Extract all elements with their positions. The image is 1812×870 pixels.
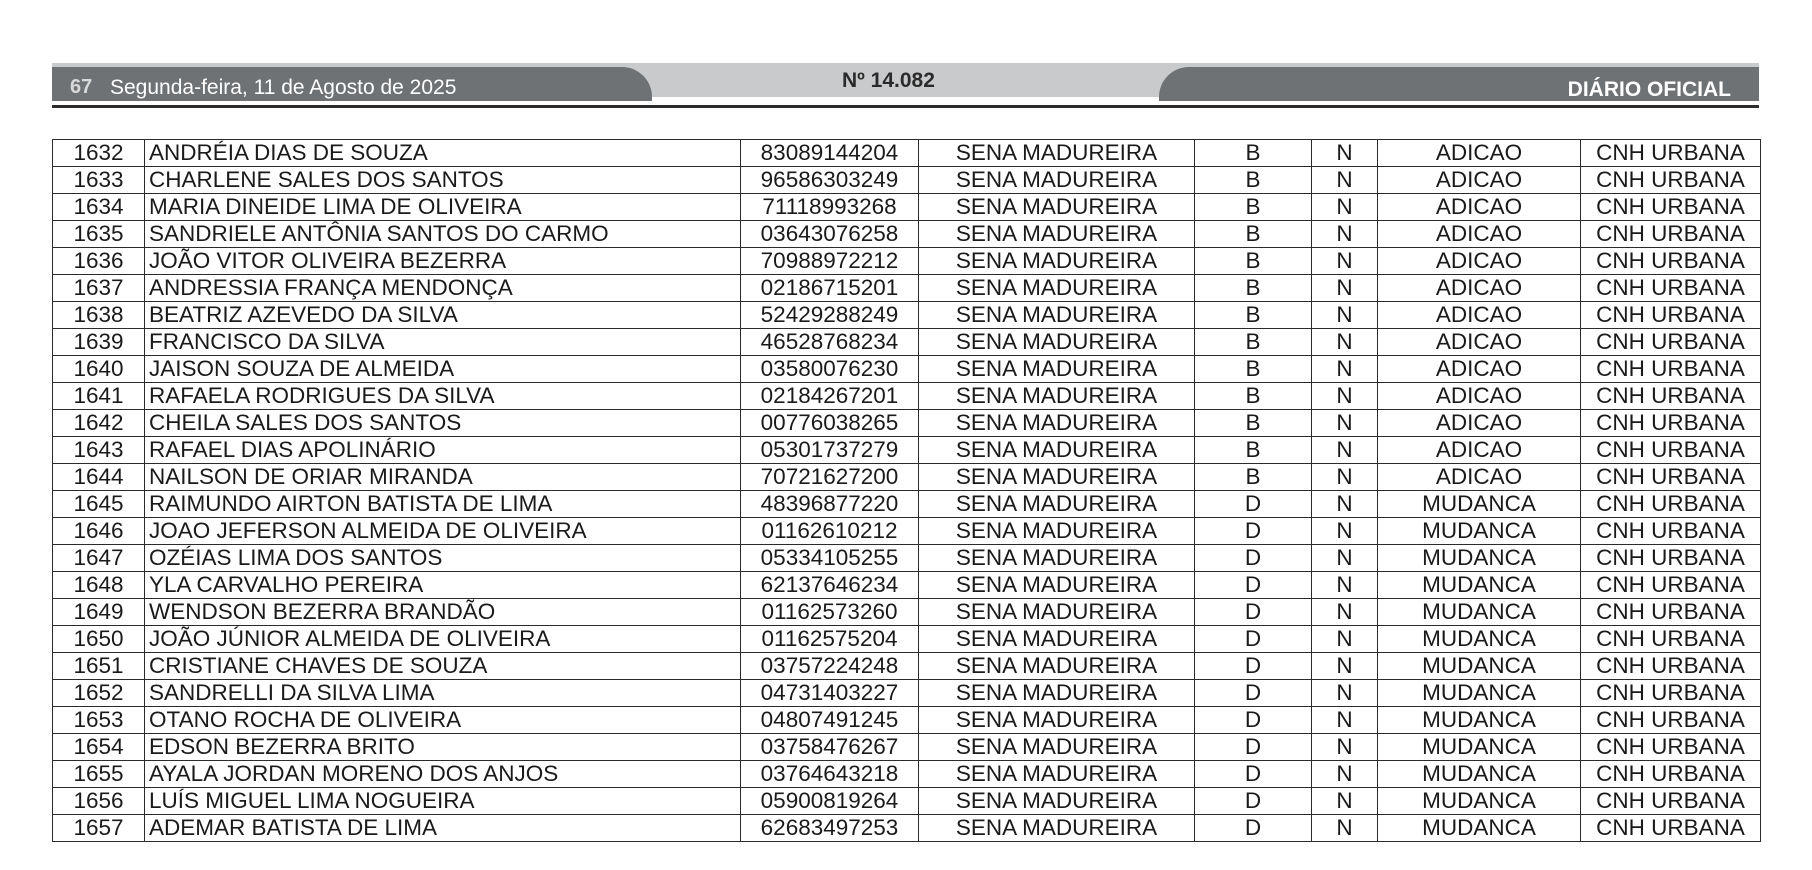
cpf-number-cell: 03580076230 [741,356,919,383]
license-category-cell: D [1195,599,1312,626]
cpf-number-cell: 71118993268 [741,194,919,221]
table-row [53,167,1761,194]
cpf-number-cell: 05334105255 [741,545,919,572]
city-cell: SENA MADUREIRA [919,140,1195,167]
person-name-cell: BEATRIZ AZEVEDO DA SILVA [145,302,741,329]
flag-cell: N [1312,248,1378,275]
service-type-cell: MUDANCA [1378,707,1581,734]
flag-cell: N [1312,356,1378,383]
cpf-number-cell: 48396877220 [741,491,919,518]
license-category-cell: D [1195,707,1312,734]
person-name-cell: OTANO ROCHA DE OLIVEIRA [145,707,741,734]
license-type-cell: CNH URBANA [1581,221,1761,248]
table-row [53,194,1761,221]
service-type-cell: ADICAO [1378,383,1581,410]
person-name-cell: CHARLENE SALES DOS SANTOS [145,167,741,194]
service-type-cell: MUDANCA [1378,761,1581,788]
cpf-number-cell: 05900819264 [741,788,919,815]
cpf-number-cell: 04731403227 [741,680,919,707]
row-number-cell: 1644 [53,464,145,491]
license-type-cell: CNH URBANA [1581,410,1761,437]
license-type-cell: CNH URBANA [1581,464,1761,491]
license-category-cell: D [1195,815,1312,842]
city-cell: SENA MADUREIRA [919,545,1195,572]
table-row [53,761,1761,788]
license-type-cell: CNH URBANA [1581,140,1761,167]
flag-cell: N [1312,761,1378,788]
license-type-cell: CNH URBANA [1581,275,1761,302]
license-category-cell: B [1195,410,1312,437]
license-category-cell: B [1195,194,1312,221]
table-row [53,410,1761,437]
flag-cell: N [1312,707,1378,734]
license-type-cell: CNH URBANA [1581,302,1761,329]
license-type-cell: CNH URBANA [1581,248,1761,275]
city-cell: SENA MADUREIRA [919,599,1195,626]
flag-cell: N [1312,788,1378,815]
city-cell: SENA MADUREIRA [919,626,1195,653]
flag-cell: N [1312,518,1378,545]
city-cell: SENA MADUREIRA [919,221,1195,248]
flag-cell: N [1312,545,1378,572]
city-cell: SENA MADUREIRA [919,815,1195,842]
service-type-cell: MUDANCA [1378,653,1581,680]
table-row [53,329,1761,356]
service-type-cell: MUDANCA [1378,788,1581,815]
cpf-number-cell: 62137646234 [741,572,919,599]
row-number-cell: 1639 [53,329,145,356]
cpf-number-cell: 03764643218 [741,761,919,788]
table-row [53,437,1761,464]
license-type-cell: CNH URBANA [1581,707,1761,734]
city-cell: SENA MADUREIRA [919,491,1195,518]
row-number-cell: 1652 [53,680,145,707]
license-type-cell: CNH URBANA [1581,491,1761,518]
person-name-cell: RAFAEL DIAS APOLINÁRIO [145,437,741,464]
cpf-number-cell: 03757224248 [741,653,919,680]
row-number-cell: 1638 [53,302,145,329]
edition-number: Nº 14.082 [842,69,935,92]
cpf-number-cell: 00776038265 [741,410,919,437]
service-type-cell: MUDANCA [1378,626,1581,653]
flag-cell: N [1312,599,1378,626]
person-name-cell: RAIMUNDO AIRTON BATISTA DE LIMA [145,491,741,518]
row-number-cell: 1646 [53,518,145,545]
flag-cell: N [1312,572,1378,599]
person-name-cell: WENDSON BEZERRA BRANDÃO [145,599,741,626]
person-name-cell: YLA CARVALHO PEREIRA [145,572,741,599]
service-type-cell: MUDANCA [1378,734,1581,761]
city-cell: SENA MADUREIRA [919,248,1195,275]
license-category-cell: B [1195,464,1312,491]
person-name-cell: ANDRÉIA DIAS DE SOUZA [145,140,741,167]
license-type-cell: CNH URBANA [1581,815,1761,842]
cpf-number-cell: 52429288249 [741,302,919,329]
license-category-cell: D [1195,734,1312,761]
person-name-cell: MARIA DINEIDE LIMA DE OLIVEIRA [145,194,741,221]
flag-cell: N [1312,221,1378,248]
city-cell: SENA MADUREIRA [919,572,1195,599]
license-category-cell: D [1195,680,1312,707]
table-row [53,653,1761,680]
license-category-cell: B [1195,383,1312,410]
service-type-cell: MUDANCA [1378,518,1581,545]
publication-date: Segunda-feira, 11 de Agosto de 2025 [110,76,457,99]
license-category-cell: B [1195,302,1312,329]
license-category-cell: B [1195,140,1312,167]
row-number-cell: 1648 [53,572,145,599]
table-row [53,599,1761,626]
license-category-cell: D [1195,518,1312,545]
license-type-cell: CNH URBANA [1581,680,1761,707]
table-row [53,707,1761,734]
cpf-number-cell: 96586303249 [741,167,919,194]
flag-cell: N [1312,653,1378,680]
license-type-cell: CNH URBANA [1581,761,1761,788]
row-number-cell: 1650 [53,626,145,653]
table-row [53,383,1761,410]
person-name-cell: CHEILA SALES DOS SANTOS [145,410,741,437]
person-name-cell: EDSON BEZERRA BRITO [145,734,741,761]
person-name-cell: SANDRIELE ANTÔNIA SANTOS DO CARMO [145,221,741,248]
service-type-cell: MUDANCA [1378,680,1581,707]
table-row [53,221,1761,248]
license-category-cell: B [1195,329,1312,356]
service-type-cell: ADICAO [1378,302,1581,329]
license-type-cell: CNH URBANA [1581,599,1761,626]
person-name-cell: OZÉIAS LIMA DOS SANTOS [145,545,741,572]
city-cell: SENA MADUREIRA [919,734,1195,761]
service-type-cell: ADICAO [1378,275,1581,302]
license-type-cell: CNH URBANA [1581,572,1761,599]
license-category-cell: B [1195,221,1312,248]
flag-cell: N [1312,194,1378,221]
city-cell: SENA MADUREIRA [919,383,1195,410]
person-name-cell: FRANCISCO DA SILVA [145,329,741,356]
service-type-cell: ADICAO [1378,464,1581,491]
service-type-cell: ADICAO [1378,356,1581,383]
table-row [53,302,1761,329]
table-row [53,788,1761,815]
service-type-cell: MUDANCA [1378,599,1581,626]
person-name-cell: JOÃO JÚNIOR ALMEIDA DE OLIVEIRA [145,626,741,653]
roster-body [53,140,1761,842]
license-category-cell: D [1195,491,1312,518]
row-number-cell: 1649 [53,599,145,626]
service-type-cell: MUDANCA [1378,545,1581,572]
person-name-cell: RAFAELA RODRIGUES DA SILVA [145,383,741,410]
city-cell: SENA MADUREIRA [919,194,1195,221]
flag-cell: N [1312,410,1378,437]
cpf-number-cell: 70988972212 [741,248,919,275]
license-type-cell: CNH URBANA [1581,329,1761,356]
city-cell: SENA MADUREIRA [919,707,1195,734]
service-type-cell: ADICAO [1378,248,1581,275]
city-cell: SENA MADUREIRA [919,680,1195,707]
page-header [52,63,1759,101]
row-number-cell: 1655 [53,761,145,788]
cpf-number-cell: 83089144204 [741,140,919,167]
row-number-cell: 1654 [53,734,145,761]
table-row [53,248,1761,275]
header-left-band [52,67,652,101]
cpf-number-cell: 01162573260 [741,599,919,626]
row-number-cell: 1632 [53,140,145,167]
license-type-cell: CNH URBANA [1581,437,1761,464]
table-row [53,626,1761,653]
service-type-cell: MUDANCA [1378,815,1581,842]
city-cell: SENA MADUREIRA [919,302,1195,329]
person-name-cell: LUÍS MIGUEL LIMA NOGUEIRA [145,788,741,815]
table-row [53,545,1761,572]
table-row [53,680,1761,707]
service-type-cell: ADICAO [1378,194,1581,221]
city-cell: SENA MADUREIRA [919,329,1195,356]
cpf-number-cell: 03758476267 [741,734,919,761]
service-type-cell: ADICAO [1378,329,1581,356]
city-cell: SENA MADUREIRA [919,788,1195,815]
row-number-cell: 1636 [53,248,145,275]
license-category-cell: B [1195,275,1312,302]
city-cell: SENA MADUREIRA [919,761,1195,788]
city-cell: SENA MADUREIRA [919,518,1195,545]
flag-cell: N [1312,140,1378,167]
row-number-cell: 1635 [53,221,145,248]
flag-cell: N [1312,815,1378,842]
service-type-cell: MUDANCA [1378,491,1581,518]
table-row [53,491,1761,518]
cpf-number-cell: 62683497253 [741,815,919,842]
license-type-cell: CNH URBANA [1581,167,1761,194]
cpf-number-cell: 46528768234 [741,329,919,356]
city-cell: SENA MADUREIRA [919,167,1195,194]
header-right-band [1159,67,1759,101]
flag-cell: N [1312,437,1378,464]
license-category-cell: D [1195,788,1312,815]
person-name-cell: JOAO JEFERSON ALMEIDA DE OLIVEIRA [145,518,741,545]
license-category-cell: D [1195,761,1312,788]
table-row [53,356,1761,383]
flag-cell: N [1312,329,1378,356]
table-row [53,275,1761,302]
license-type-cell: CNH URBANA [1581,518,1761,545]
license-category-cell: D [1195,653,1312,680]
cpf-number-cell: 02184267201 [741,383,919,410]
license-type-cell: CNH URBANA [1581,545,1761,572]
person-name-cell: AYALA JORDAN MORENO DOS ANJOS [145,761,741,788]
table-row [53,518,1761,545]
service-type-cell: ADICAO [1378,221,1581,248]
row-number-cell: 1642 [53,410,145,437]
publication-title: DIÁRIO OFICIAL [1567,78,1731,101]
service-type-cell: ADICAO [1378,140,1581,167]
cpf-number-cell: 01162610212 [741,518,919,545]
roster-table [52,139,1761,842]
flag-cell: N [1312,383,1378,410]
cpf-number-cell: 70721627200 [741,464,919,491]
license-category-cell: B [1195,437,1312,464]
city-cell: SENA MADUREIRA [919,437,1195,464]
license-type-cell: CNH URBANA [1581,653,1761,680]
table-row [53,815,1761,842]
table-row [53,572,1761,599]
license-category-cell: D [1195,572,1312,599]
flag-cell: N [1312,275,1378,302]
license-type-cell: CNH URBANA [1581,194,1761,221]
license-type-cell: CNH URBANA [1581,383,1761,410]
license-type-cell: CNH URBANA [1581,356,1761,383]
license-category-cell: B [1195,167,1312,194]
flag-cell: N [1312,734,1378,761]
flag-cell: N [1312,302,1378,329]
row-number-cell: 1645 [53,491,145,518]
table-row [53,140,1761,167]
person-name-cell: CRISTIANE CHAVES DE SOUZA [145,653,741,680]
person-name-cell: JAISON SOUZA DE ALMEIDA [145,356,741,383]
service-type-cell: MUDANCA [1378,572,1581,599]
license-type-cell: CNH URBANA [1581,626,1761,653]
row-number-cell: 1637 [53,275,145,302]
license-type-cell: CNH URBANA [1581,734,1761,761]
row-number-cell: 1657 [53,815,145,842]
service-type-cell: ADICAO [1378,437,1581,464]
cpf-number-cell: 03643076258 [741,221,919,248]
flag-cell: N [1312,491,1378,518]
row-number-cell: 1640 [53,356,145,383]
license-category-cell: D [1195,626,1312,653]
row-number-cell: 1647 [53,545,145,572]
table-row [53,464,1761,491]
flag-cell: N [1312,464,1378,491]
row-number-cell: 1634 [53,194,145,221]
row-number-cell: 1643 [53,437,145,464]
person-name-cell: ADEMAR BATISTA DE LIMA [145,815,741,842]
license-type-cell: CNH URBANA [1581,788,1761,815]
cpf-number-cell: 05301737279 [741,437,919,464]
city-cell: SENA MADUREIRA [919,464,1195,491]
license-category-cell: D [1195,545,1312,572]
flag-cell: N [1312,626,1378,653]
city-cell: SENA MADUREIRA [919,653,1195,680]
service-type-cell: ADICAO [1378,410,1581,437]
row-number-cell: 1656 [53,788,145,815]
city-cell: SENA MADUREIRA [919,356,1195,383]
city-cell: SENA MADUREIRA [919,410,1195,437]
table-row [53,734,1761,761]
cpf-number-cell: 02186715201 [741,275,919,302]
license-category-cell: B [1195,248,1312,275]
person-name-cell: NAILSON DE ORIAR MIRANDA [145,464,741,491]
license-category-cell: B [1195,356,1312,383]
person-name-cell: ANDRESSIA FRANÇA MENDONÇA [145,275,741,302]
row-number-cell: 1651 [53,653,145,680]
person-name-cell: SANDRELLI DA SILVA LIMA [145,680,741,707]
cpf-number-cell: 04807491245 [741,707,919,734]
flag-cell: N [1312,680,1378,707]
person-name-cell: JOÃO VITOR OLIVEIRA BEZERRA [145,248,741,275]
city-cell: SENA MADUREIRA [919,275,1195,302]
service-type-cell: ADICAO [1378,167,1581,194]
page-number: 67 [70,76,93,98]
row-number-cell: 1633 [53,167,145,194]
row-number-cell: 1653 [53,707,145,734]
cpf-number-cell: 01162575204 [741,626,919,653]
header-divider [52,105,1759,108]
flag-cell: N [1312,167,1378,194]
row-number-cell: 1641 [53,383,145,410]
